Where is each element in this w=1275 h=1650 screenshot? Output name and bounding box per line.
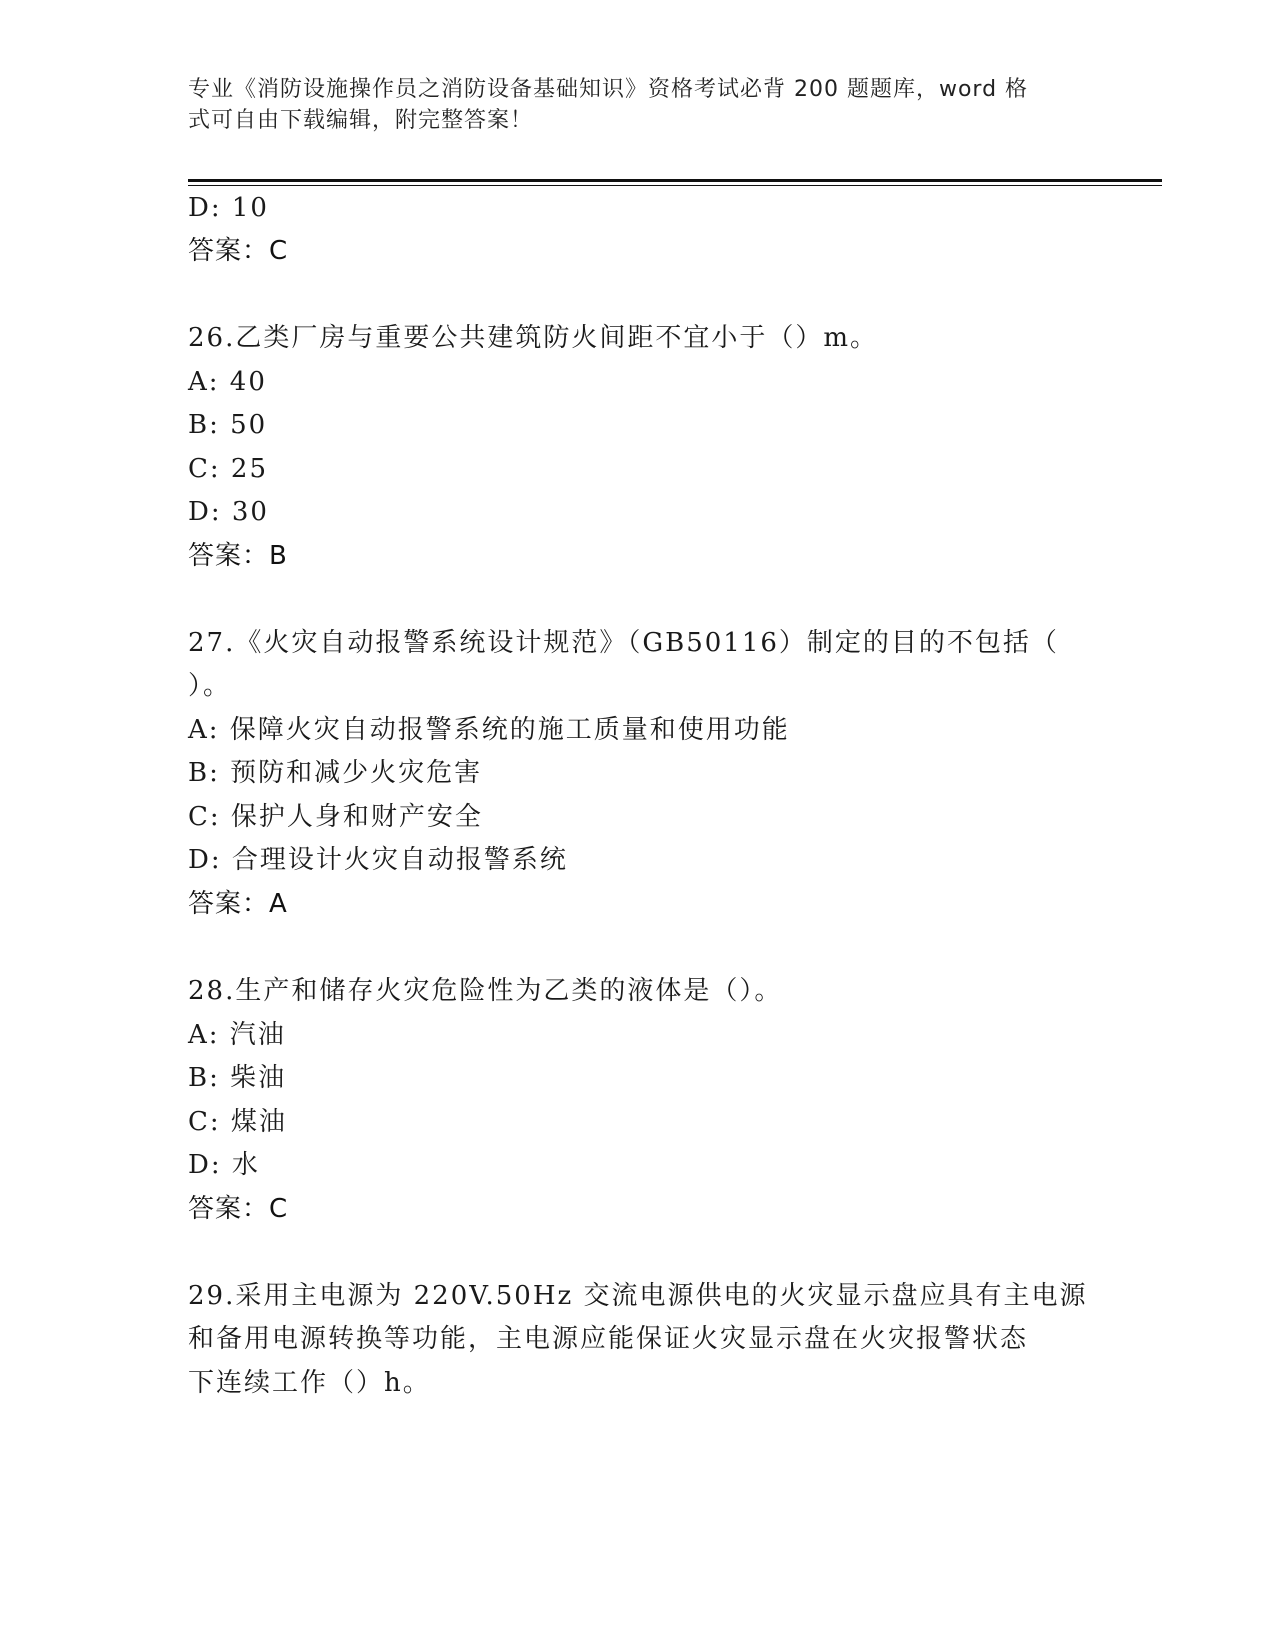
q28-option-d: D: 水 [188, 1150, 260, 1180]
q26-answer: 答案：B [188, 541, 288, 571]
q27-option-b: B: 预防和减少火灾危害 [188, 758, 483, 788]
q28-option-a: A: 汽油 [188, 1020, 286, 1050]
q29-stem-line-3: 下连续工作（）h。 [188, 1368, 431, 1398]
header-line-1: 专业《消防设施操作员之消防设备基础知识》资格考试必背 200 题题库，word 格 [188, 77, 1029, 102]
q27-stem-line-1: 27.《火灾自动报警系统设计规范》（GB50116）制定的目的不包括（ [188, 628, 1059, 658]
q26-option-b: B: 50 [188, 410, 268, 440]
q28-stem: 28.生产和储存火灾危险性为乙类的液体是（）。 [188, 976, 783, 1006]
header-rule-thin [188, 185, 1162, 186]
document-header [188, 74, 1068, 136]
q25-answer: 答案：C [188, 236, 289, 266]
q29-stem-line-2: 和备用电源转换等功能，主电源应能保证火灾显示盘在火灾报警状态 [188, 1324, 1029, 1354]
q26-option-c: C: 25 [188, 454, 269, 484]
q27-option-c: C: 保护人身和财产安全 [188, 802, 483, 832]
q26-stem: 26.乙类厂房与重要公共建筑防火间距不宜小于（）m。 [188, 323, 879, 353]
q26-option-a: A: 40 [188, 367, 267, 397]
q27-option-d: D: 合理设计火灾自动报警系统 [188, 845, 568, 875]
q28-answer: 答案：C [188, 1194, 289, 1224]
q27-answer: 答案：A [188, 889, 288, 919]
header-line-2: 式可自由下载编辑，附完整答案！ [188, 108, 534, 133]
q27-option-a: A: 保障火灾自动报警系统的施工质量和使用功能 [188, 715, 790, 745]
q29-stem-line-1: 29.采用主电源为 220V.50Hz 交流电源供电的火灾显示盘应具有主电源 [188, 1281, 1088, 1311]
q26-option-d: D: 30 [188, 497, 269, 527]
q28-option-b: B: 柴油 [188, 1063, 287, 1093]
q27-stem-line-2: ）。 [188, 671, 232, 701]
q28-option-c: C: 煤油 [188, 1107, 287, 1137]
q25-option-d: D: 10 [188, 193, 269, 223]
header-rule-thick [188, 179, 1162, 182]
